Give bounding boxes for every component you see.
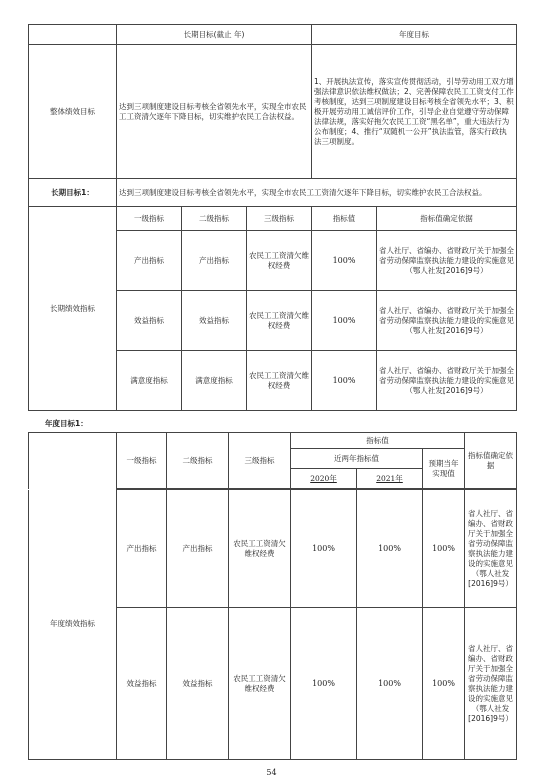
indicator-value: 100% (312, 231, 377, 291)
year-2020-header: 2020年 (291, 469, 357, 489)
value-2021: 100% (357, 490, 423, 608)
annual-indicator-rows (28, 489, 517, 760)
col-header-l2: 二级指标 (167, 433, 229, 489)
recent-two-years-header: 近两年指标值 (291, 449, 423, 469)
indicator-value: 100% (312, 291, 377, 351)
col-header-l1: 一级指标 (117, 433, 167, 489)
value-expected: 100% (423, 490, 465, 608)
indicator-l1: 效益指标 (117, 291, 182, 351)
long-goal-text: 达到三项制度建设目标考核全省领先水平，实现全市农民工工资清欠逐年下降目标，切实维护农民工合法权益。 (117, 45, 312, 179)
indicator-l1: 满意度指标 (117, 351, 182, 411)
page-number: 54 (266, 768, 277, 777)
value-expected: 100% (423, 608, 465, 760)
indicator-l1: 产出指标 (117, 231, 182, 291)
annual-indicator-label (29, 433, 117, 489)
indicator-l3: 农民工工资清欠维权经费 (229, 608, 291, 760)
value-header: 指标值 (291, 433, 465, 449)
indicator-value: 100% (312, 351, 377, 411)
indicator-l3: 农民工工资清欠维权经费 (247, 351, 312, 411)
annual-goal-text: 1、开展执法宣传，落实宣传贯彻活动，引导劳动用工双方增强法律意识依法维权做法；2、完善保障农民工工资支付工作考核制度，达到三项制度建设目标考核全省领先水平；3、积极开展劳动用工诚信评价工作，引导企业自觉遵守劳动保障法律法规，落实好拖欠农民工工资“黑名单”，重大违法行为公布制度；4、推行“双随机一公开”执法监管，落实行政执法三项制度。 (312, 45, 517, 179)
col-header-value: 指标值 (312, 207, 377, 231)
long-goal-header: 长期目标(截止 年) (117, 25, 312, 45)
indicator-basis: 省人社厅、省编办、省财政厅关于加强全省劳动保障监察执法能力建设的实施意见（鄂人社发[2016]9号） (377, 231, 517, 291)
indicator-l3: 农民工工资清欠维权经费 (247, 231, 312, 291)
long-term-goals-table (28, 24, 517, 411)
col-header-l3: 三级指标 (247, 207, 312, 231)
expected-value-header: 预期当年实现值 (423, 449, 465, 489)
indicator-basis: 省人社厅、省编办、省财政厅关于加强全省劳动保障监察执法能力建设的实施意见（鄂人社发[2016]9号） (465, 490, 517, 608)
col-header-l3: 三级指标 (229, 433, 291, 489)
long-indicator-label: 长期绩效指标 (29, 207, 117, 411)
indicator-basis: 省人社厅、省编办、省财政厅关于加强全省劳动保障监察执法能力建设的实施意见（鄂人社发[2016]9号） (465, 608, 517, 760)
blank-corner-cell (29, 25, 117, 45)
year-2021-header: 2021年 (357, 469, 423, 489)
indicator-basis: 省人社厅、省编办、省财政厅关于加强全省劳动保障监察执法能力建设的实施意见（鄂人社发[2016]9号） (377, 351, 517, 411)
indicator-l2: 产出指标 (167, 490, 229, 608)
value-2020: 100% (291, 608, 357, 760)
indicator-l2: 效益指标 (167, 608, 229, 760)
indicator-l3: 农民工工资清欠维权经费 (247, 291, 312, 351)
basis-header: 指标值确定依据 (465, 433, 517, 489)
annual-goal-header: 年度目标 (312, 25, 517, 45)
annual-indicator-label-body: 年度绩效指标 (29, 490, 117, 760)
col-header-basis: 指标值确定依据 (377, 207, 517, 231)
indicator-l1: 产出指标 (117, 490, 167, 608)
indicator-l2: 满意度指标 (182, 351, 247, 411)
long-goal-1-text: 达到三项制度建设目标考核全省领先水平，实现全市农民工工资清欠逐年下降目标，切实维护农民工合法权益。 (117, 179, 517, 207)
indicator-l3: 农民工工资清欠维权经费 (229, 490, 291, 608)
table-row (29, 490, 517, 608)
col-header-l1: 一级指标 (117, 207, 182, 231)
indicator-basis: 省人社厅、省编办、省财政厅关于加强全省劳动保障监察执法能力建设的实施意见（鄂人社发[2016]9号） (377, 291, 517, 351)
long-goal-1-label: 长期目标1： (29, 179, 117, 207)
value-2021: 100% (357, 608, 423, 760)
indicator-l2: 产出指标 (182, 231, 247, 291)
col-header-l2: 二级指标 (182, 207, 247, 231)
annual-indicator-table (28, 432, 517, 489)
indicator-l1: 效益指标 (117, 608, 167, 760)
value-2020: 100% (291, 490, 357, 608)
annual-goal-1-title: 年度目标1： (45, 419, 88, 428)
overall-goal-label: 整体绩效目标 (29, 45, 117, 179)
indicator-l2: 效益指标 (182, 291, 247, 351)
